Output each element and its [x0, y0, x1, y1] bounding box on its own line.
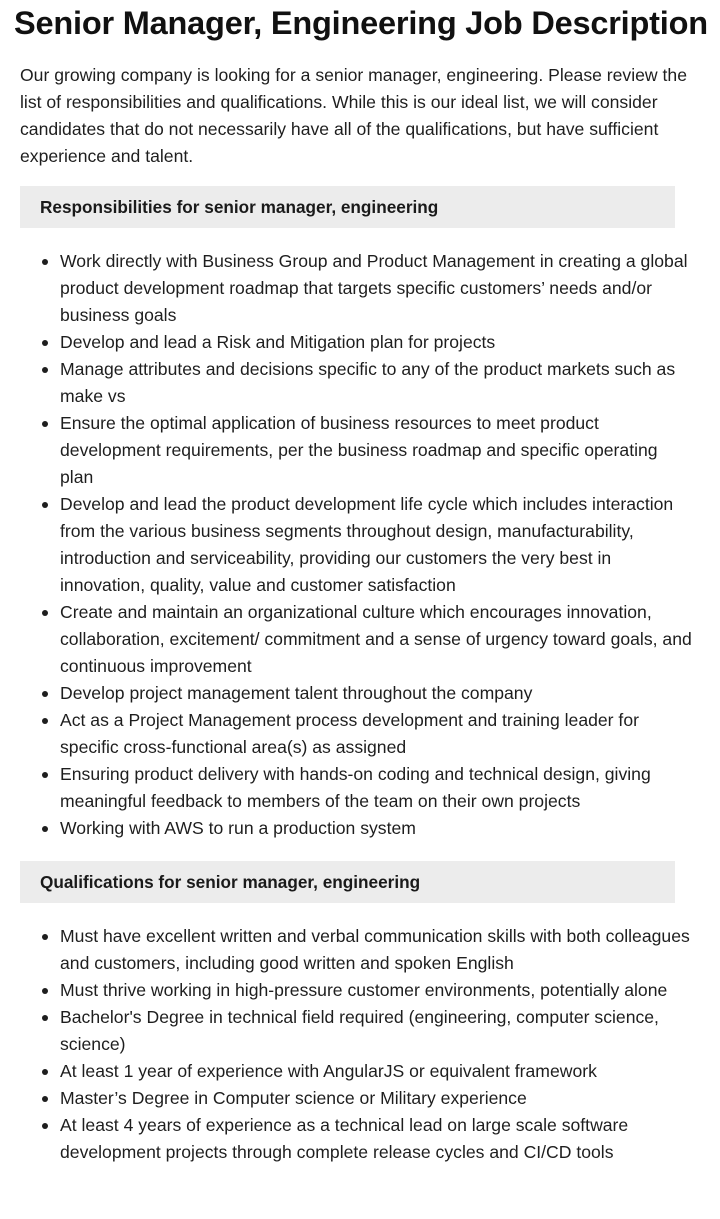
- list-item-text: Develop and lead a Risk and Mitigation plan for projects: [60, 332, 496, 352]
- list-item-text: Must thrive working in high-pressure customer environments, potentially alone: [60, 980, 668, 1000]
- bullet-icon: [42, 826, 48, 832]
- bullet-icon: [42, 421, 48, 427]
- list-item: [60, 248, 695, 329]
- qualifications-heading: Qualifications for senior manager, engineering: [20, 861, 675, 903]
- list-item-text: Working with AWS to run a production system: [60, 818, 416, 838]
- list-item: [60, 977, 695, 1004]
- bullet-icon: [42, 934, 48, 940]
- list-item-text: Master’s Degree in Computer science or Military experience: [60, 1088, 527, 1108]
- list-item: [60, 599, 695, 680]
- bullet-icon: [42, 691, 48, 697]
- list-item-text: Ensuring product delivery with hands-on coding and technical design, giving meaningful feedback to members of the team on their own projects: [60, 764, 651, 811]
- list-item: [60, 761, 695, 815]
- bullet-icon: [42, 502, 48, 508]
- bullet-icon: [42, 988, 48, 994]
- list-item-text: Create and maintain an organizational culture which encourages innovation, collaboration, excitement/ commitment and a sense of urgency toward goals, and continuous improvement: [60, 602, 692, 676]
- list-item: [60, 1004, 695, 1058]
- list-item-text: Act as a Project Management process development and training leader for specific cross-functional area(s) as assigned: [60, 710, 639, 757]
- list-item-text: Bachelor's Degree in technical field required (engineering, computer science, science): [60, 1007, 659, 1054]
- bullet-icon: [42, 340, 48, 346]
- list-item: [60, 923, 695, 977]
- list-item: [60, 410, 695, 491]
- bullet-icon: [42, 772, 48, 778]
- bullet-icon: [42, 1096, 48, 1102]
- list-item-text: Work directly with Business Group and Product Management in creating a global product development roadmap that targets specific customers’ needs and/or business goals: [60, 251, 688, 325]
- list-item-text: Manage attributes and decisions specific to any of the product markets such as make vs: [60, 359, 676, 406]
- list-item: [60, 1058, 695, 1085]
- intro-paragraph: Our growing company is looking for a senior manager, engineering. Please review the list of responsibilities and qualifications. While this is our ideal list, we will consider candidates that do not necessarily have all of the qualifications, but have sufficient experience and talent.: [20, 65, 687, 166]
- list-item-text: Develop and lead the product development life cycle which includes interaction from the various business segments throughout design, manufacturability, introduction and serviceability, providing our customers the very best in innovation, quality, value and customer satisfaction: [60, 494, 674, 595]
- qualifications-list: [20, 923, 695, 1166]
- list-item: [60, 356, 695, 410]
- list-item: [60, 1112, 695, 1166]
- list-item: [60, 329, 695, 356]
- responsibilities-list: [20, 248, 695, 842]
- bullet-icon: [42, 367, 48, 373]
- list-item: [60, 1085, 695, 1112]
- list-item-text: Ensure the optimal application of business resources to meet product development requirements, per the business roadmap and specific operating plan: [60, 413, 658, 487]
- bullet-icon: [42, 259, 48, 265]
- list-item-text: Must have excellent written and verbal communication skills with both colleagues and customers, including good written and spoken English: [60, 926, 690, 973]
- list-item-text: At least 1 year of experience with AngularJS or equivalent framework: [60, 1061, 597, 1081]
- page-title: Senior Manager, Engineering Job Description: [14, 5, 708, 41]
- bullet-icon: [42, 610, 48, 616]
- bullet-icon: [42, 1123, 48, 1129]
- bullet-icon: [42, 1015, 48, 1021]
- bullet-icon: [42, 718, 48, 724]
- responsibilities-heading: Responsibilities for senior manager, engineering: [20, 186, 675, 228]
- list-item-text: Develop project management talent throughout the company: [60, 683, 533, 703]
- list-item: [60, 491, 695, 599]
- bullet-icon: [42, 1069, 48, 1075]
- list-item: [60, 680, 695, 707]
- list-item: [60, 707, 695, 761]
- list-item: [60, 815, 695, 842]
- list-item-text: At least 4 years of experience as a technical lead on large scale software development projects through complete release cycles and CI/CD tools: [60, 1115, 629, 1162]
